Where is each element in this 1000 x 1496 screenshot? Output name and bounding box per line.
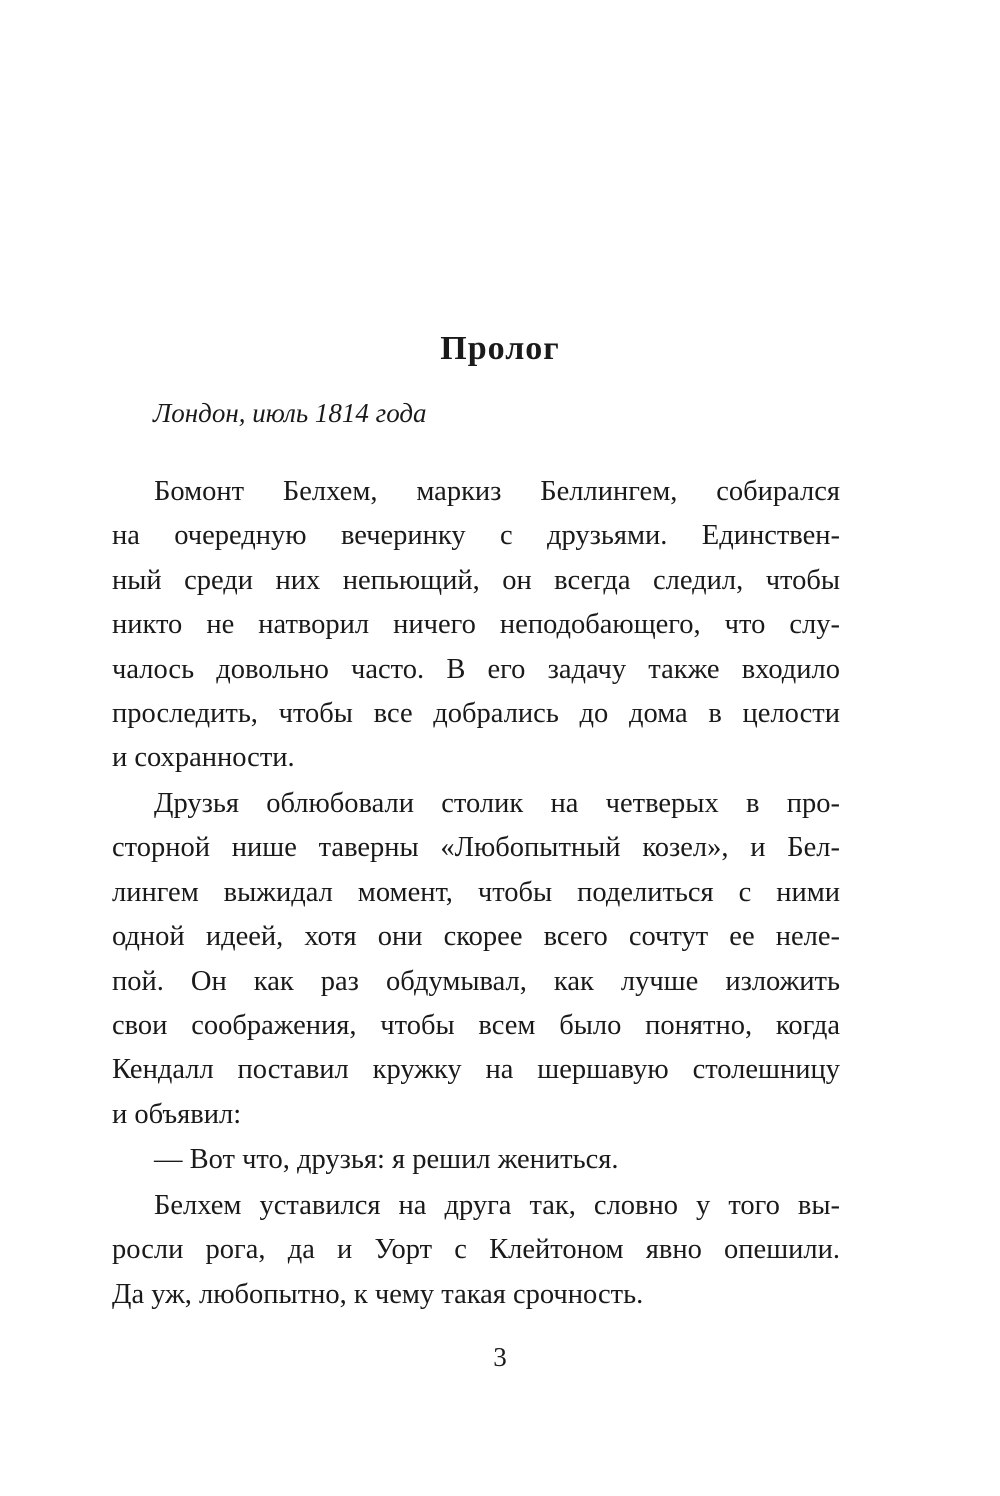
text-line: свои соображения, чтобы всем было понятно, когда (112, 1009, 840, 1041)
text-line: Бомонт Белхем, маркиз Беллингем, собирался (154, 476, 840, 507)
paragraph-2 (112, 782, 840, 1137)
text-line: — Вот что, друзья: я решил жениться. (154, 1144, 619, 1175)
text-line: пой. Он как раз обдумывал, как лучше изложить (112, 965, 840, 997)
page-number: 3 (493, 1342, 507, 1372)
text-line: Друзья облюбовали столик на четверых в про- (154, 788, 840, 819)
text-line: одной идеей, хотя они скорее всего сочтут ее неле- (112, 921, 840, 953)
text-line: и объявил: (112, 1098, 242, 1130)
text-line: ный среди них непьющий, он всегда следил, чтобы (112, 564, 840, 596)
chapter-title: Пролог (440, 330, 560, 367)
place-date-epigraph: Лондон, июль 1814 года (153, 398, 427, 428)
text-line: проследить, чтобы все добрались до дома в целости (112, 697, 840, 729)
text-line: Да уж, любопытно, к чему такая срочность. (112, 1278, 644, 1310)
text-line: росли рога, да и Уорт с Клейтоном явно опешили. (112, 1234, 840, 1266)
text-line: никто не натворил ничего неподобающего, что слу- (112, 609, 840, 641)
text-line: лингем выжидал момент, чтобы поделиться с ними (112, 876, 840, 908)
text-line: сторной нише таверны «Любопытный козел», и Бел- (112, 832, 840, 864)
text-line: и сохранности. (112, 742, 295, 774)
text-line: на очередную вечеринку с друзьями. Единствен- (112, 520, 840, 552)
text-line: чалось довольно часто. В его задачу также входило (112, 653, 840, 685)
text-line: Белхем уставился на друга так, словно у того вы- (154, 1190, 840, 1221)
paragraph-4 (112, 1184, 840, 1317)
paragraph-3-dialogue (112, 1138, 840, 1182)
paragraph-1 (112, 470, 840, 781)
text-line: Кендалл поставил кружку на шершавую столешницу (112, 1054, 840, 1086)
